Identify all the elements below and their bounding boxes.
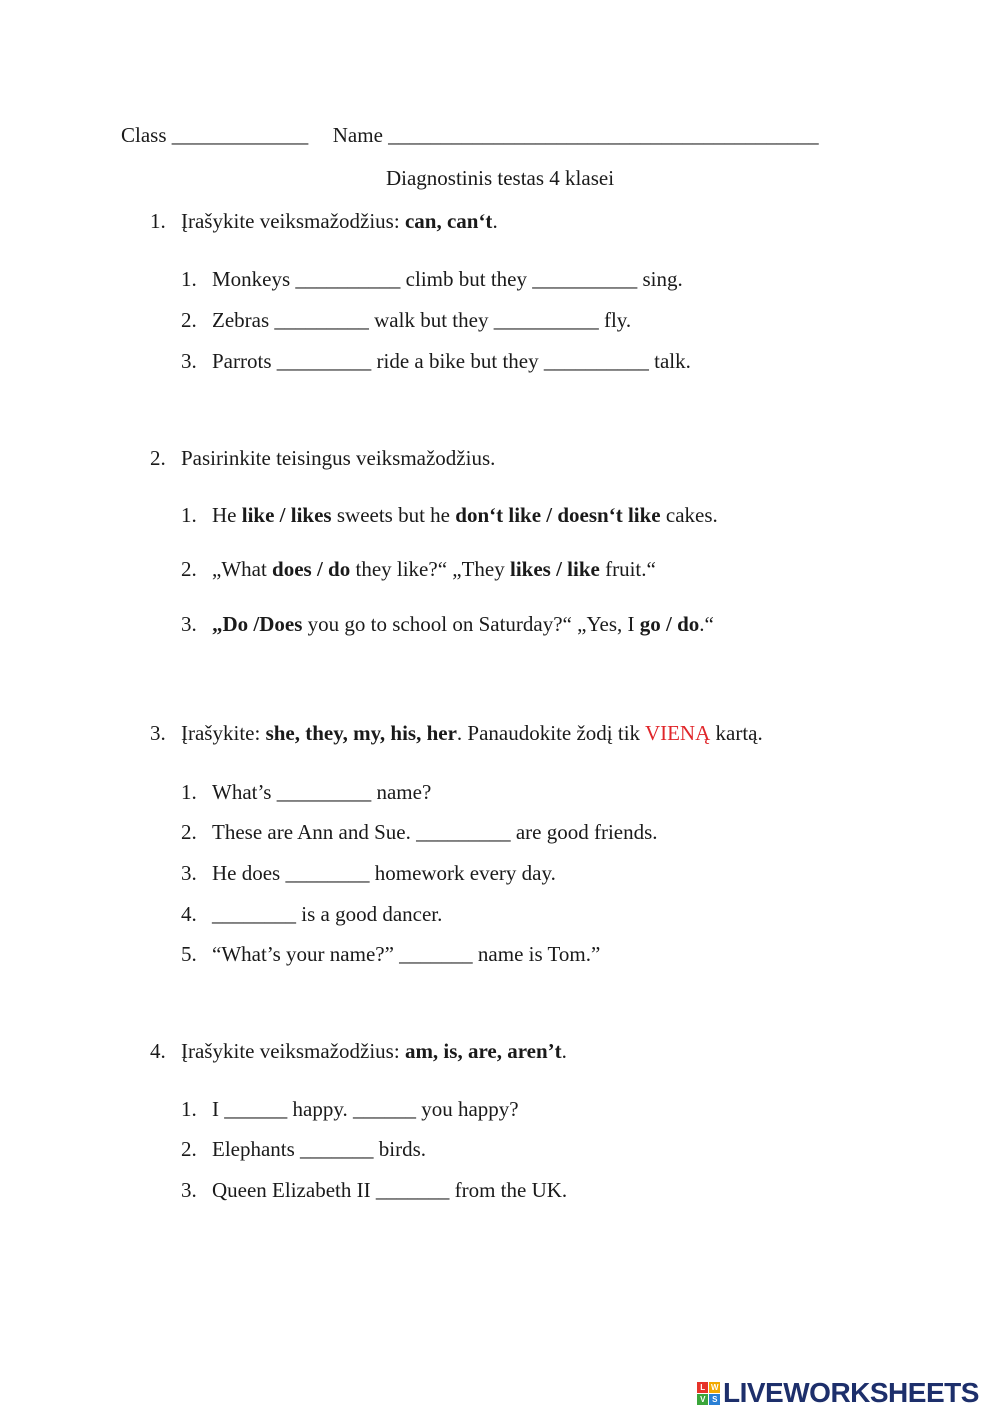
- list-item: 3. Parrots _________ ride a bike but they __________ talk.: [181, 349, 691, 373]
- section-4-instruction: 4. Įrašykite veiksmažodžius: am, is, are, aren’t.: [150, 1039, 567, 1063]
- list-item: 1. I ______ happy. ______ you happy?: [181, 1097, 519, 1121]
- name-label: Name _________________________________________: [332, 123, 819, 147]
- section-number: 4.: [150, 1039, 166, 1063]
- section-1-instruction: 1. Įrašykite veiksmažodžius: can, can‘t.: [150, 209, 498, 233]
- list-item: 1. What’s _________ name?: [181, 780, 432, 804]
- list-item: 2. These are Ann and Sue. _________ are good friends.: [181, 820, 658, 844]
- list-item: 2. Elephants _______ birds.: [181, 1137, 427, 1161]
- section-number: 3.: [150, 721, 166, 745]
- list-item: 5. “What’s your name?” _______ name is Tom.”: [181, 942, 601, 966]
- section-2-instruction: 2. Pasirinkite teisingus veiksmažodžius.: [150, 446, 496, 470]
- logo-mark-icon: L W V S: [697, 1382, 720, 1405]
- list-item: 1. He like / likes sweets but he don‘t like / doesn‘t like cakes.: [181, 503, 718, 527]
- list-item: 3. He does ________ homework every day.: [181, 861, 556, 885]
- section-3-instruction: 3. Įrašykite: she, they, my, his, her. Panaudokite žodį tik VIENĄ kartą.: [150, 721, 763, 745]
- class-field: [121, 122, 819, 148]
- list-item: 3. „Do /Does you go to school on Saturday?“ „Yes, I go / do.“: [181, 612, 714, 636]
- logo-text: LIVEWORKSHEETS: [723, 1377, 979, 1408]
- section-number: 1.: [150, 209, 166, 233]
- list-item: 2. „What does / do they like?“ „They likes / like fruit.“: [181, 557, 656, 581]
- liveworksheets-logo[interactable]: [697, 1376, 979, 1410]
- class-label: Class _____________: [121, 123, 309, 147]
- emphasis-word: VIENĄ: [644, 721, 711, 745]
- list-item: 2. Zebras _________ walk but they __________ fly.: [181, 308, 632, 332]
- section-number: 2.: [150, 446, 166, 470]
- page-title: Diagnostinis testas 4 klasei: [385, 166, 615, 190]
- list-item: 3. Queen Elizabeth II _______ from the UK.: [181, 1178, 568, 1202]
- list-item: 4. ________ is a good dancer.: [181, 902, 443, 926]
- list-item: 1. Monkeys __________ climb but they __________ sing.: [181, 267, 683, 291]
